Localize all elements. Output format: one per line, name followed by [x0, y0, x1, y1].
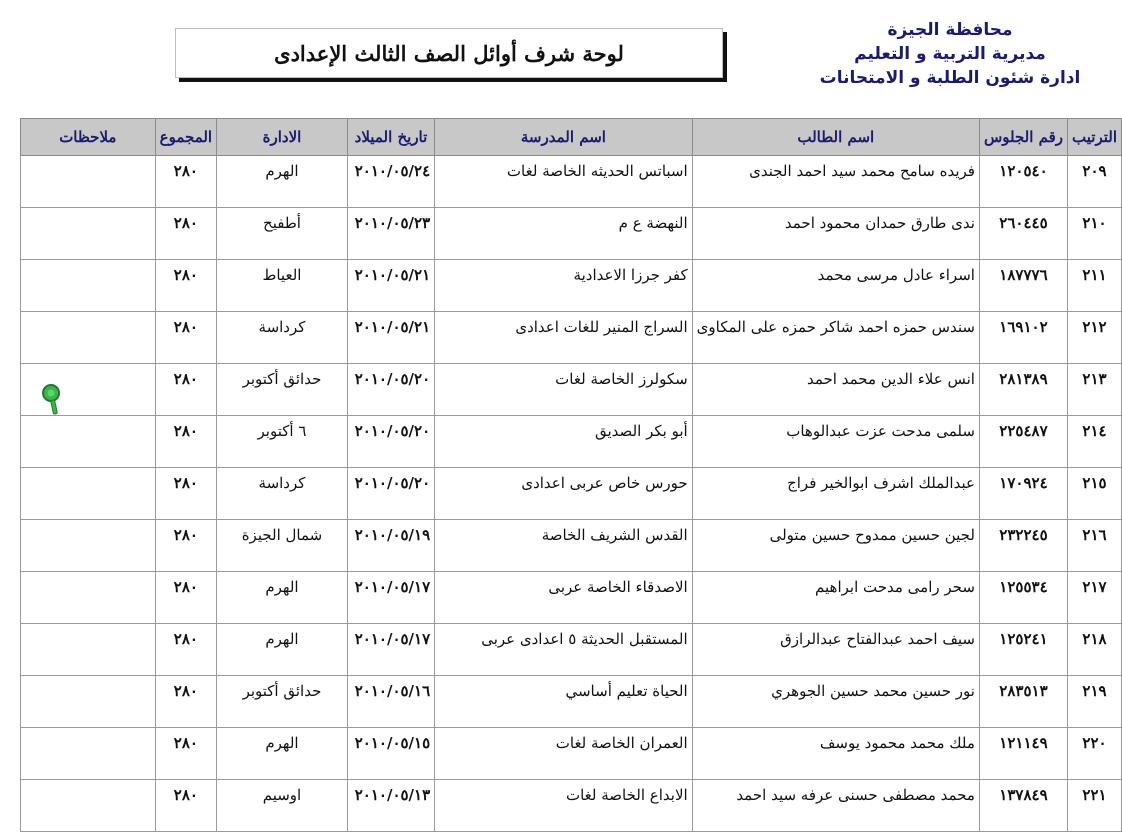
- administration-cell: الهرم: [217, 572, 348, 624]
- rank-cell: ٢١٥: [1068, 468, 1122, 520]
- school-name-cell: الحياة تعليم أساسي: [435, 676, 693, 728]
- birth-date-cell: ٢٠١٠/٠٥/١٣: [347, 780, 434, 832]
- administration-cell: أطفيح: [217, 208, 348, 260]
- notes-cell: [21, 624, 156, 676]
- rank-cell: ٢١١: [1068, 260, 1122, 312]
- student-name-cell: سحر رامى مدحت ابراهيم: [692, 572, 979, 624]
- notes-cell: [21, 208, 156, 260]
- notes-cell: [21, 312, 156, 364]
- table-row: [21, 520, 1122, 572]
- notes-cell: [21, 156, 156, 208]
- administration-cell: الهرم: [217, 156, 348, 208]
- seat-number-cell: ٢٨٣٥١٣: [979, 676, 1067, 728]
- administration-cell: شمال الجيزة: [217, 520, 348, 572]
- total-cell: ٢٨٠: [155, 780, 216, 832]
- rank-cell: ٢٢١: [1068, 780, 1122, 832]
- notes-cell: [21, 728, 156, 780]
- total-cell: ٢٨٠: [155, 572, 216, 624]
- administration-cell: الهرم: [217, 728, 348, 780]
- directorate-label: مديرية التربية و التعليم: [854, 44, 1046, 64]
- total-cell: ٢٨٠: [155, 624, 216, 676]
- col-header-seat-number: رقم الجلوس: [979, 119, 1067, 156]
- birth-date-cell: ٢٠١٠/٠٥/١٧: [347, 624, 434, 676]
- school-name-cell: أبو بكر الصديق: [435, 416, 693, 468]
- student-name-cell: عبدالملك اشرف ابوالخير فراج: [692, 468, 979, 520]
- rank-cell: ٢١٢: [1068, 312, 1122, 364]
- student-name-cell: ندى طارق حمدان محمود احمد: [692, 208, 979, 260]
- table-row: [21, 780, 1122, 832]
- rank-cell: ٢١٦: [1068, 520, 1122, 572]
- table-row: [21, 156, 1122, 208]
- school-name-cell: المستقبل الحديثة ٥ اعدادى عربى: [435, 624, 693, 676]
- notes-cell: [21, 676, 156, 728]
- seat-number-cell: ١٧٠٩٢٤: [979, 468, 1067, 520]
- table-row: [21, 676, 1122, 728]
- administration-cell: حدائق أكتوبر: [217, 364, 348, 416]
- birth-date-cell: ٢٠١٠/٠٥/١٧: [347, 572, 434, 624]
- school-name-cell: سكولرز الخاصة لغات: [435, 364, 693, 416]
- school-name-cell: اسباتس الحديثه الخاصة لغات: [435, 156, 693, 208]
- notes-cell: [21, 572, 156, 624]
- honor-roll-table: [20, 118, 1122, 832]
- notes-cell: [21, 520, 156, 572]
- col-header-birth-date: تاريخ الميلاد: [347, 119, 434, 156]
- total-cell: ٢٨٠: [155, 208, 216, 260]
- birth-date-cell: ٢٠١٠/٠٥/١٩: [347, 520, 434, 572]
- table-row: [21, 364, 1122, 416]
- notes-cell: [21, 780, 156, 832]
- notes-cell: [21, 260, 156, 312]
- col-header-rank: الترتيب: [1068, 119, 1122, 156]
- school-name-cell: الاصدقاء الخاصة عربى: [435, 572, 693, 624]
- administration-cell: العياط: [217, 260, 348, 312]
- total-cell: ٢٨٠: [155, 156, 216, 208]
- student-name-cell: سندس حمزه احمد شاكر حمزه على المكاوى: [692, 312, 979, 364]
- rank-cell: ٢١٠: [1068, 208, 1122, 260]
- student-name-cell: سيف احمد عبدالفتاح عبدالرازق: [692, 624, 979, 676]
- table-row: [21, 208, 1122, 260]
- birth-date-cell: ٢٠١٠/٠٥/٢٣: [347, 208, 434, 260]
- administration-cell: حدائق أكتوبر: [217, 676, 348, 728]
- student-name-cell: نور حسين محمد حسين الجوهري: [692, 676, 979, 728]
- total-cell: ٢٨٠: [155, 468, 216, 520]
- school-name-cell: الابداع الخاصة لغات: [435, 780, 693, 832]
- governorate-label: محافظة الجيزة: [887, 20, 1013, 40]
- notes-cell: [21, 416, 156, 468]
- birth-date-cell: ٢٠١٠/٠٥/٢٠: [347, 416, 434, 468]
- table-row: [21, 468, 1122, 520]
- birth-date-cell: ٢٠١٠/٠٥/٢٠: [347, 468, 434, 520]
- seat-number-cell: ٢٢٥٤٨٧: [979, 416, 1067, 468]
- seat-number-cell: ١٢٥٢٤١: [979, 624, 1067, 676]
- table-row: [21, 728, 1122, 780]
- table-row: [21, 260, 1122, 312]
- seat-number-cell: ١٢٠٥٤٠: [979, 156, 1067, 208]
- rank-cell: ٢١٤: [1068, 416, 1122, 468]
- birth-date-cell: ٢٠١٠/٠٥/١٦: [347, 676, 434, 728]
- col-header-student-name: اسم الطالب: [692, 119, 979, 156]
- school-name-cell: كفر جرزا الاعدادية: [435, 260, 693, 312]
- title-box: [175, 28, 723, 78]
- administration-cell: كرداسة: [217, 312, 348, 364]
- table-row: [21, 416, 1122, 468]
- administration-cell: الهرم: [217, 624, 348, 676]
- seat-number-cell: ٢٦٠٤٤٥: [979, 208, 1067, 260]
- student-name-cell: محمد مصطفى حسنى عرفه سيد احمد: [692, 780, 979, 832]
- student-name-cell: لجين حسين ممدوح حسين متولى: [692, 520, 979, 572]
- page-title: لوحة شرف أوائل الصف الثالث الإعدادى: [274, 40, 624, 66]
- birth-date-cell: ٢٠١٠/٠٥/٢٤: [347, 156, 434, 208]
- table-row: [21, 624, 1122, 676]
- total-cell: ٢٨٠: [155, 520, 216, 572]
- rank-cell: ٢١٣: [1068, 364, 1122, 416]
- birth-date-cell: ٢٠١٠/٠٥/٢١: [347, 260, 434, 312]
- school-name-cell: حورس خاص عربى اعدادى: [435, 468, 693, 520]
- school-name-cell: السراج المنير للغات اعدادى: [435, 312, 693, 364]
- birth-date-cell: ٢٠١٠/٠٥/١٥: [347, 728, 434, 780]
- department-label: ادارة شئون الطلبة و الامتحانات: [819, 68, 1081, 88]
- total-cell: ٢٨٠: [155, 676, 216, 728]
- table-row: [21, 312, 1122, 364]
- administration-cell: كرداسة: [217, 468, 348, 520]
- seat-number-cell: ٢٣٢٢٤٥: [979, 520, 1067, 572]
- total-cell: ٢٨٠: [155, 312, 216, 364]
- organization-header: [800, 18, 1100, 90]
- table-row: [21, 572, 1122, 624]
- administration-cell: ٦ أكتوبر: [217, 416, 348, 468]
- rank-cell: ٢١٨: [1068, 624, 1122, 676]
- col-header-total: المجموع: [155, 119, 216, 156]
- seat-number-cell: ١٨٧٧٧٦: [979, 260, 1067, 312]
- birth-date-cell: ٢٠١٠/٠٥/٢١: [347, 312, 434, 364]
- birth-date-cell: ٢٠١٠/٠٥/٢٠: [347, 364, 434, 416]
- student-name-cell: انس علاء الدين محمد احمد: [692, 364, 979, 416]
- administration-cell: اوسيم: [217, 780, 348, 832]
- school-name-cell: النهضة ع م: [435, 208, 693, 260]
- seat-number-cell: ١٦٩١٠٢: [979, 312, 1067, 364]
- col-header-administration: الادارة: [217, 119, 348, 156]
- col-header-school-name: اسم المدرسة: [435, 119, 693, 156]
- student-name-cell: سلمى مدحت عزت عبدالوهاب: [692, 416, 979, 468]
- col-header-notes: ملاحظات: [21, 119, 156, 156]
- table-header-row: [21, 119, 1122, 156]
- seat-number-cell: ١٣٧٨٤٩: [979, 780, 1067, 832]
- student-name-cell: اسراء عادل مرسى محمد: [692, 260, 979, 312]
- rank-cell: ٢١٧: [1068, 572, 1122, 624]
- rank-cell: ٢٢٠: [1068, 728, 1122, 780]
- total-cell: ٢٨٠: [155, 364, 216, 416]
- notes-cell: [21, 468, 156, 520]
- total-cell: ٢٨٠: [155, 416, 216, 468]
- school-name-cell: القدس الشريف الخاصة: [435, 520, 693, 572]
- rank-cell: ٢٠٩: [1068, 156, 1122, 208]
- student-name-cell: فريده سامح محمد سيد احمد الجندى: [692, 156, 979, 208]
- rank-cell: ٢١٩: [1068, 676, 1122, 728]
- map-pin-icon: [40, 383, 62, 417]
- student-name-cell: ملك محمد محمود يوسف: [692, 728, 979, 780]
- total-cell: ٢٨٠: [155, 260, 216, 312]
- school-name-cell: العمران الخاصة لغات: [435, 728, 693, 780]
- seat-number-cell: ٢٨١٣٨٩: [979, 364, 1067, 416]
- seat-number-cell: ١٢١١٤٩: [979, 728, 1067, 780]
- total-cell: ٢٨٠: [155, 728, 216, 780]
- seat-number-cell: ١٢٥٥٣٤: [979, 572, 1067, 624]
